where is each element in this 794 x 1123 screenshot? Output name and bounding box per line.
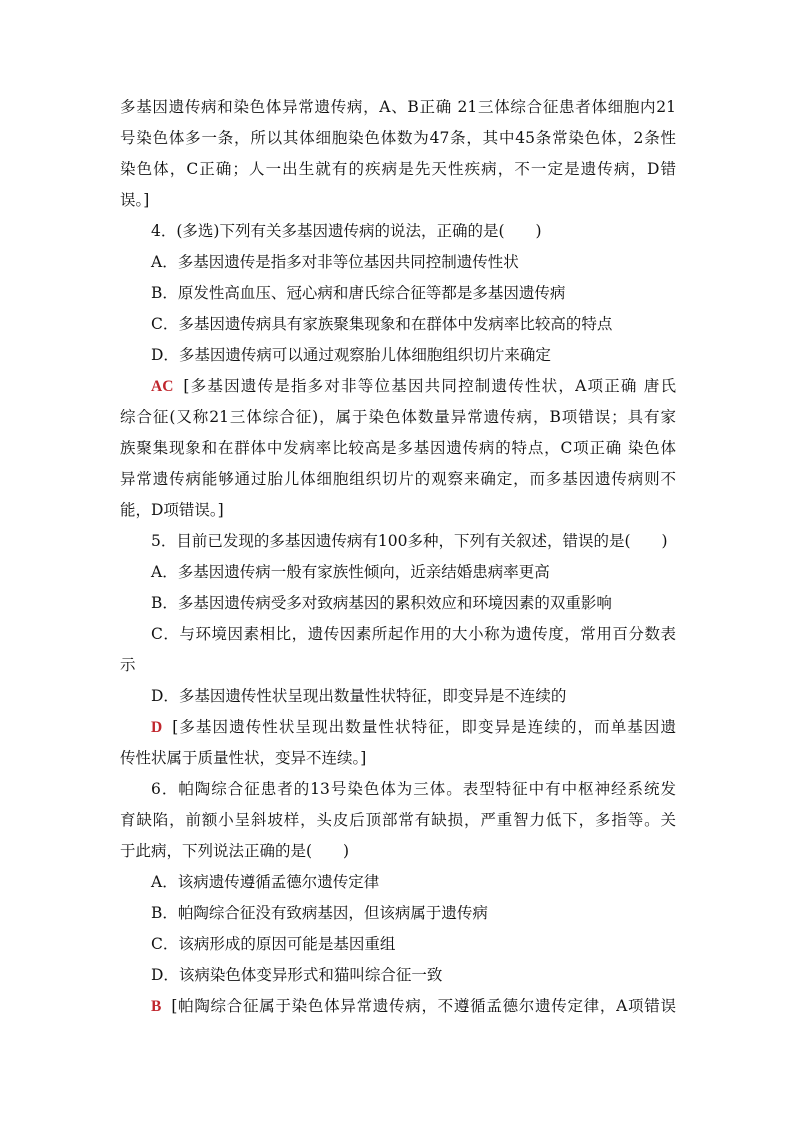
text-line: 号染色体多一条，所以其体细胞染色体数为47条，其中45条常染色体，2条性 xyxy=(120,129,676,147)
question-4-stem: 4．(多选)下列有关多基因遗传病的说法，正确的是( ) xyxy=(151,222,542,240)
question-6-stem: 6．帕陶综合征患者的13号染色体为三体。表型特征中有中枢神经系统发 xyxy=(151,780,676,798)
question-6-explanation-line xyxy=(120,991,676,1022)
page-content xyxy=(120,92,676,1022)
question-5-option-b: B．多基因遗传病受多对致病基因的累积效应和环境因素的双重影响 xyxy=(151,594,612,612)
question-6-stem: 于此病，下列说法正确的是( ) xyxy=(120,842,350,860)
question-4-explanation-line: 异常遗传病能够通过胎儿体细胞组织切片的观察来确定，而多基因遗传病则不 xyxy=(120,470,676,488)
question-5-explanation-line xyxy=(120,712,676,743)
question-5-explanation-line: 传性状属于质量性状，变异不连续。] xyxy=(120,749,367,767)
question-4-option-d: D．多基因遗传病可以通过观察胎儿体细胞组织切片来确定 xyxy=(151,346,551,364)
question-5-option-a: A．多基因遗传病一般有家族性倾向，近亲结婚患病率更高 xyxy=(151,563,550,581)
text-line: 误。] xyxy=(120,191,150,209)
question-4-explanation-line: 综合征(又称21三体综合征)，属于染色体数量异常遗传病，B项错误；具有家 xyxy=(120,408,676,426)
question-4-explanation-line xyxy=(120,371,676,402)
question-6-answer: B xyxy=(151,998,162,1015)
question-6-stem: 育缺陷，前额小呈斜坡样，头皮后顶部常有缺损，严重智力低下，多指等。关 xyxy=(120,811,676,829)
question-5-option-c: C．与环境因素相比，遗传因素所起作用的大小称为遗传度，常用百分数表 xyxy=(151,625,676,643)
explanation-text: [多基因遗传是指多对非等位基因共同控制遗传性状，A项正确 唐氏 xyxy=(183,377,676,395)
explanation-text: [多基因遗传性状呈现出数量性状特征，即变异是连续的，而单基因遗 xyxy=(172,718,676,736)
explanation-text: [帕陶综合征属于染色体异常遗传病，不遵循孟德尔遗传定律，A项错误 xyxy=(171,997,676,1015)
question-6-option-c: C．该病形成的原因可能是基因重组 xyxy=(151,935,396,953)
text-line: 多基因遗传病和染色体异常遗传病，A、B正确 21三体综合征患者体细胞内21 xyxy=(120,98,676,116)
question-4-explanation-line: 族聚集现象和在群体中发病率比较高是多基因遗传病的特点，C项正确 染色体 xyxy=(120,439,676,457)
question-4-option-c: C．多基因遗传病具有家族聚集现象和在群体中发病率比较高的特点 xyxy=(151,315,613,333)
question-6-option-b: B．帕陶综合征没有致病基因，但该病属于遗传病 xyxy=(151,904,488,922)
question-4-explanation-line: 能，D项错误。] xyxy=(120,501,224,519)
question-4-option-a: A．多基因遗传是指多对非等位基因共同控制遗传性状 xyxy=(151,253,519,271)
question-4-answer: AC xyxy=(151,378,174,395)
question-6-option-d: D．该病染色体变异形式和猫叫综合征一致 xyxy=(151,966,443,984)
question-5-answer: D xyxy=(151,719,163,736)
question-5-stem: 5．目前已发现的多基因遗传病有100多种，下列有关叙述，错误的是( ) xyxy=(151,532,668,550)
question-5-option-c-cont: 示 xyxy=(120,656,136,674)
question-6-option-a: A．该病遗传遵循孟德尔遗传定律 xyxy=(151,873,380,891)
question-4-option-b: B．原发性高血压、冠心病和唐氏综合征等都是多基因遗传病 xyxy=(151,284,566,302)
text-line: 染色体，C正确；人一出生就有的疾病是先天性疾病，不一定是遗传病，D错 xyxy=(120,160,676,178)
question-5-option-d: D．多基因遗传性状呈现出数量性状特征，即变异是不连续的 xyxy=(151,687,567,705)
